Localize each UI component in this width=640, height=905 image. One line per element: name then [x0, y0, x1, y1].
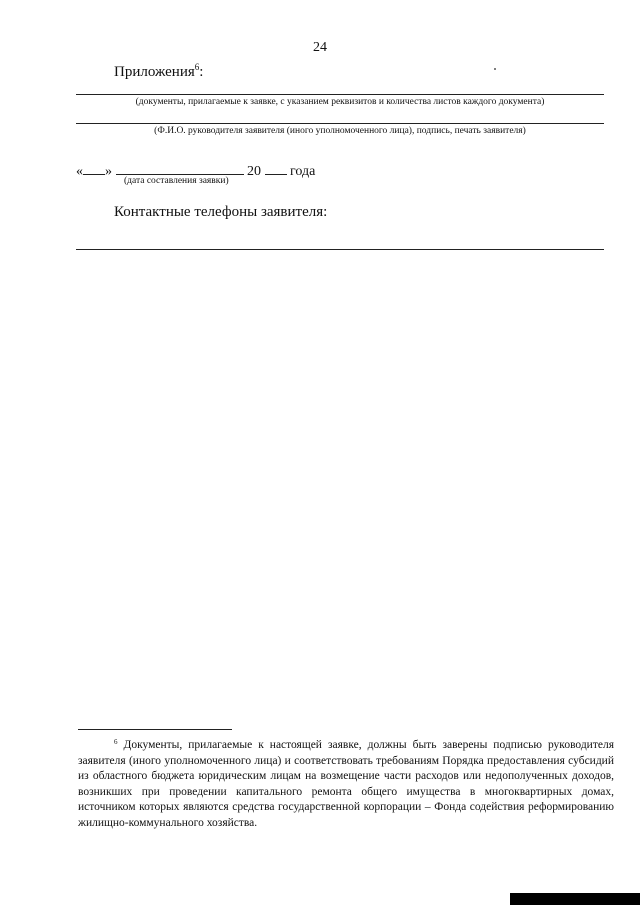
- day-blank: [83, 160, 105, 175]
- attachments-heading-text: Приложения: [114, 64, 195, 80]
- contacts-label: Контактные телефоны заявителя:: [114, 204, 328, 220]
- date-open-quote: «: [76, 164, 83, 179]
- footnote-reference: 6: [194, 62, 200, 72]
- footnote-text: Документы, прилагаемые к настоящей заявке, должны быть заверены подписью руководителя заявителя (иного уполномоченного лица) и соответствовать требованиям Порядка предоставления субсидий из областного бюджета юридическим лицам на возмещение части расходов или недополученных доходов, возникших при проведении капитального ремонта общего имущества в многоквартирных домах, источником которых являются средства государственной корпорации – Фонда содействия реформированию жилищно-коммунального хозяйства.: [78, 739, 614, 829]
- date-close-quote: »: [105, 164, 112, 179]
- month-blank: [116, 160, 244, 175]
- footnote-separator: [78, 729, 232, 730]
- footnote: [78, 735, 614, 831]
- attachments-heading-colon: :: [199, 64, 204, 80]
- contacts-fill-line: [76, 249, 604, 250]
- footnote-mark: 6: [114, 738, 118, 746]
- year-blank: [265, 160, 287, 175]
- signature-caption: (Ф.И.О. руководителя заявителя (иного уполномоченного лица), подпись, печать заявителя): [154, 126, 526, 136]
- year-prefix: 20: [247, 164, 261, 179]
- attachments-fill-line: [76, 94, 604, 95]
- date-caption: (дата составления заявки): [124, 176, 229, 186]
- signature-fill-line: [76, 123, 604, 124]
- page-number: 24: [313, 40, 327, 55]
- documents-caption: (документы, прилагаемые к заявке, с указанием реквизитов и количества листов каждого документа): [135, 97, 545, 107]
- year-suffix: года: [290, 164, 316, 179]
- scan-corner-mark: [510, 893, 640, 905]
- attachments-heading: [114, 62, 203, 81]
- scan-speck: [494, 68, 496, 70]
